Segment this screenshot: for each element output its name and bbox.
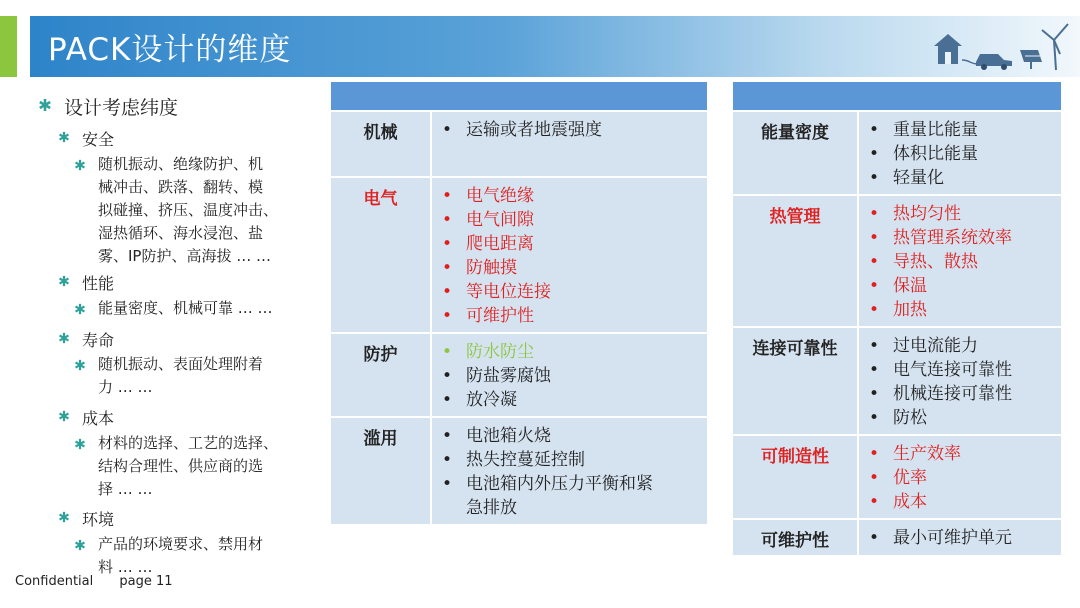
table-row (330, 333, 708, 417)
list-item: • 热失控蔓延控制 (440, 448, 701, 472)
list-item: • 成本 (867, 490, 1055, 514)
list-item: • 轻量化 (867, 166, 1055, 190)
row-items (858, 195, 1062, 327)
outline-detail-text (98, 153, 278, 268)
detail-line: 择 … … (98, 480, 153, 498)
list-item: • 电池箱火烧 (440, 424, 701, 448)
list-item: • 防松 (867, 406, 1055, 430)
outline-detail-text (98, 432, 278, 501)
detail-line: 结构合理性、供应商的选 (98, 457, 264, 475)
row-category: 热管理 (732, 195, 858, 327)
detail-line: 料 … … (98, 558, 153, 576)
list-item: • 体积比能量 (867, 142, 1055, 166)
snowflake-bullet-icon (58, 275, 70, 287)
outline-detail-text (98, 533, 263, 579)
outline-section-lifetime (58, 328, 114, 351)
outline-section-label: 寿命 (82, 331, 115, 350)
outline-detail-safety (74, 153, 278, 268)
row-items (431, 177, 708, 333)
row-category: 机械 (330, 111, 431, 177)
row-category: 防护 (330, 333, 431, 417)
snowflake-bullet-icon (74, 438, 86, 450)
list-item: • 保温 (867, 274, 1055, 298)
snowflake-bullet-icon (58, 511, 70, 523)
list-item: • 导热、散热 (867, 250, 1055, 274)
snowflake-bullet-icon (74, 359, 86, 371)
detail-line: 力 … … (98, 378, 153, 396)
list-item-line: 急排放 (466, 498, 517, 518)
list-item: • 运输或者地震强度 (440, 118, 701, 142)
row-category: 滥用 (330, 417, 431, 525)
outline-section-environment (58, 507, 114, 530)
table-row (330, 417, 708, 525)
title-banner (30, 16, 1080, 77)
list-item: • 热均匀性 (867, 202, 1055, 226)
outline-section-label: 安全 (82, 130, 115, 149)
list-item: • 防盐雾腐蚀 (440, 364, 701, 388)
table-row (732, 195, 1062, 327)
snowflake-bullet-icon (74, 539, 86, 551)
table-row (330, 111, 708, 177)
list-item: • 生产效率 (867, 442, 1055, 466)
list-item: • 过电流能力 (867, 334, 1055, 358)
wind-turbine-icon (1042, 24, 1068, 70)
row-items (858, 111, 1062, 195)
outline-section-label: 环境 (82, 510, 115, 529)
row-category: 能量密度 (732, 111, 858, 195)
detail-line: 材料的选择、工艺的选择、 (98, 434, 279, 452)
list-item: • 加热 (867, 298, 1055, 322)
table-row (732, 327, 1062, 435)
outline-heading-row (38, 93, 178, 120)
list-item: • 最小可维护单元 (867, 526, 1055, 550)
table-row (330, 177, 708, 333)
list-item: • 防水防尘 (440, 340, 701, 364)
row-category: 可制造性 (732, 435, 858, 519)
solar-panel-icon (1020, 50, 1042, 69)
list-item: • 可维护性 (440, 304, 701, 328)
snowflake-bullet-icon (58, 332, 70, 344)
list-item: • 等电位连接 (440, 280, 701, 304)
row-category: 可维护性 (732, 519, 858, 556)
snowflake-bullet-icon (58, 410, 70, 422)
outline-detail-lifetime (74, 353, 263, 399)
confidential-label: Confidential (15, 574, 94, 589)
outline-detail-performance (74, 297, 273, 320)
slide-footer (15, 574, 195, 589)
clean-energy-illustration (930, 20, 1070, 76)
outline-detail-environment (74, 533, 263, 579)
detail-line: 能量密度、机械可靠 … … (98, 299, 273, 317)
table-row (732, 111, 1062, 195)
list-item: • 电气绝缘 (440, 184, 701, 208)
row-category: 电气 (330, 177, 431, 333)
list-item: • 机械连接可靠性 (867, 382, 1055, 406)
list-item: • 重量比能量 (867, 118, 1055, 142)
row-items (858, 327, 1062, 435)
detail-line: 产品的环境要求、禁用材 (98, 535, 264, 553)
outline-detail-text (98, 353, 263, 399)
outline-section-safety (58, 127, 114, 150)
list-item: • 放冷凝 (440, 388, 701, 412)
performance-reliability-table (731, 80, 1063, 557)
mechanical-electrical-table (329, 80, 709, 526)
outline-section-performance (58, 271, 114, 294)
list-item: • 电气间隙 (440, 208, 701, 232)
list-item-line: 电池箱内外压力平衡和紧 (466, 474, 653, 494)
snowflake-bullet-icon (74, 159, 86, 171)
row-items (431, 417, 708, 525)
detail-line: 拟碰撞、挤压、温度冲击、 (98, 201, 279, 219)
detail-line: 湿热循环、海水浸泡、盐 (98, 224, 264, 242)
outline-section-label: 性能 (82, 274, 115, 293)
table-header (330, 81, 708, 111)
list-item: • 爬电距离 (440, 232, 701, 256)
table-header (732, 81, 1062, 111)
title-accent-bar (0, 16, 17, 77)
snowflake-bullet-icon (38, 98, 52, 112)
outline-detail-text (98, 297, 273, 320)
list-item: • 电气连接可靠性 (867, 358, 1055, 382)
row-items (858, 519, 1062, 556)
snowflake-bullet-icon (74, 303, 86, 315)
detail-line: 随机振动、绝缘防护、机 (98, 155, 264, 173)
electric-car-icon (976, 54, 1012, 70)
slide-title: PACK设计的维度 (48, 32, 292, 68)
list-item: • 防触摸 (440, 256, 701, 280)
detail-line: 械冲击、跌落、翻转、模 (98, 178, 264, 196)
table-row (732, 435, 1062, 519)
row-items (431, 111, 708, 177)
detail-line: 随机振动、表面处理附着 (98, 355, 264, 373)
list-item: • 热管理系统效率 (867, 226, 1055, 250)
list-item: • 优率 (867, 466, 1055, 490)
detail-line: 雾、IP防护、高海拔 … … (98, 247, 272, 265)
outline-heading: 设计考虑纬度 (64, 97, 179, 119)
row-items (858, 435, 1062, 519)
house-icon (934, 34, 962, 64)
snowflake-bullet-icon (58, 131, 70, 143)
table-row (732, 519, 1062, 556)
row-category: 连接可靠性 (732, 327, 858, 435)
outline-detail-cost (74, 432, 278, 501)
outline-section-cost (58, 406, 114, 429)
list-item (440, 472, 701, 520)
outline-section-label: 成本 (82, 409, 115, 428)
row-items (431, 333, 708, 417)
page-number: page 11 (119, 574, 173, 589)
